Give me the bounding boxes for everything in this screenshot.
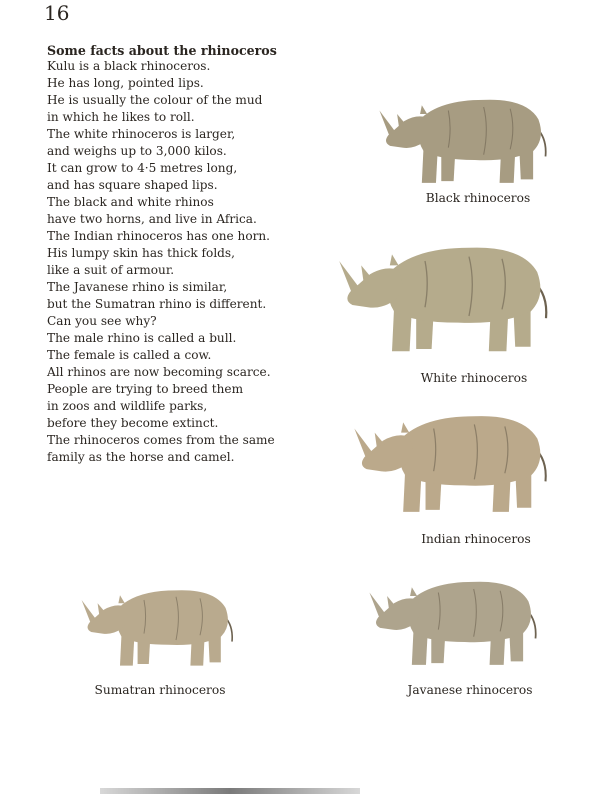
caption-sumatran-rhinoceros: Sumatran rhinoceros [94, 683, 226, 697]
text-line: The female is called a cow. [47, 348, 212, 362]
scan-edge-bar [100, 788, 360, 794]
black-rhino-icon [372, 84, 560, 190]
text-line: have two horns, and live in Africa. [47, 212, 257, 226]
caption-black-rhinoceros: Black rhinoceros [425, 191, 531, 205]
section-heading: Some facts about the rhinoceros [47, 43, 277, 58]
text-line: Can you see why? [47, 314, 157, 328]
text-line: The Javanese rhino is similar, [47, 280, 228, 294]
text-line: The rhinoceros comes from the same [47, 433, 275, 447]
text-line: family as the horse and camel. [47, 450, 235, 464]
text-line: His lumpy skin has thick folds, [47, 246, 235, 260]
white-rhino-icon [312, 228, 582, 360]
text-line: It can grow to 4·5 metres long, [47, 161, 238, 175]
sumatran-rhino-icon [76, 576, 244, 672]
text-line: and has square shaped lips. [47, 178, 218, 192]
caption-indian-rhinoceros: Indian rhinoceros [421, 532, 531, 546]
caption-white-rhinoceros: White rhinoceros [420, 371, 528, 385]
text-line: The white rhinoceros is larger, [47, 127, 236, 141]
text-line: in zoos and wildlife parks, [47, 399, 208, 413]
text-line: He has long, pointed lips. [47, 76, 204, 90]
text-line: and weighs up to 3,000 kilos. [47, 144, 227, 158]
text-line: The male rhino is called a bull. [47, 331, 237, 345]
text-line: People are trying to breed them [47, 382, 244, 396]
text-line: He is usually the colour of the mud [47, 93, 263, 107]
text-line: The Indian rhinoceros has one horn. [47, 229, 271, 243]
text-line: in which he likes to roll. [47, 110, 195, 124]
javanese-rhino-icon [346, 566, 566, 672]
text-line: but the Sumatran rhino is different. [47, 297, 267, 311]
text-line: Kulu is a black rhinoceros. [47, 59, 211, 73]
text-line: before they become extinct. [47, 416, 219, 430]
text-line: The black and white rhinos [47, 195, 214, 209]
text-block [47, 43, 337, 466]
page-number: 16 [44, 1, 70, 25]
indian-rhino-icon [350, 398, 558, 520]
caption-javanese-rhinoceros: Javanese rhinoceros [407, 683, 533, 697]
text-line: All rhinos are now becoming scarce. [47, 365, 271, 379]
text-line: like a suit of armour. [47, 263, 175, 277]
